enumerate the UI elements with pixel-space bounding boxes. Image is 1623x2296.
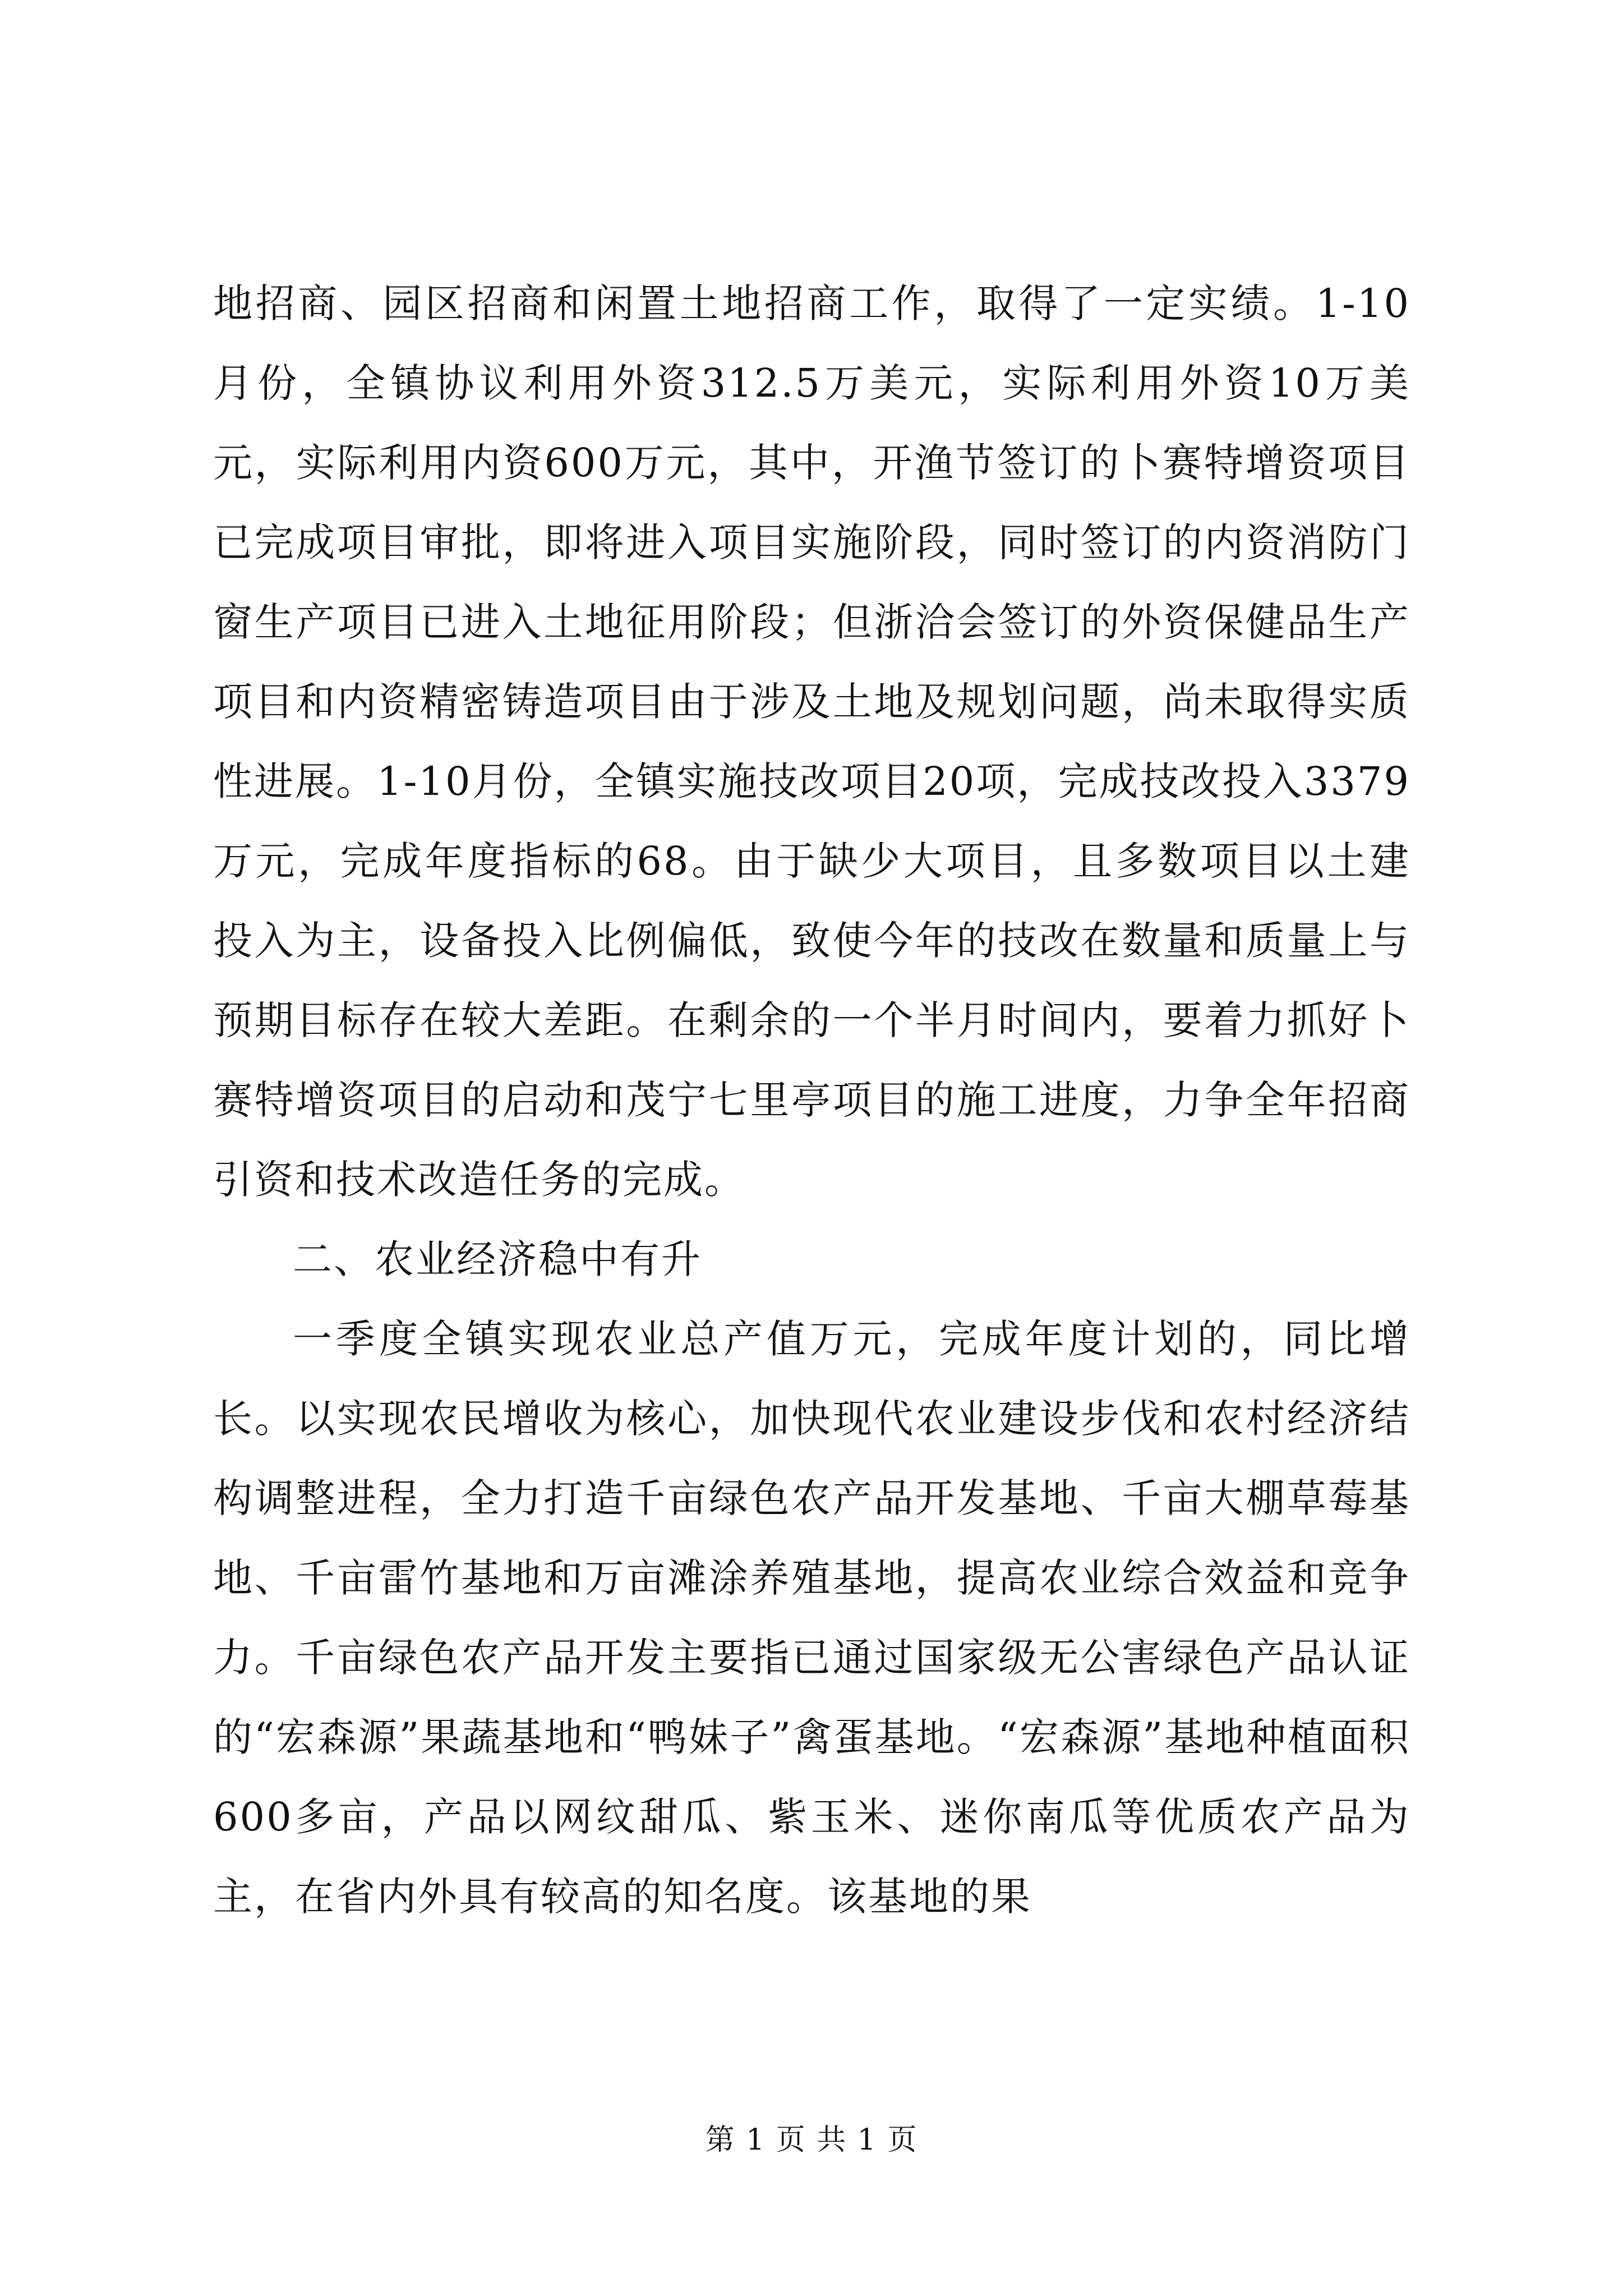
document-body xyxy=(213,264,1410,1936)
paragraph-investment: 地招商、园区招商和闲置土地招商工作，取得了一定实绩。1-10月份，全镇协议利用外资312.5万美元，实际利用外资10万美元，实际利用内资600万元，其中，开渔节签订的卜赛特增资项目已完成项目审批，即将进入项目实施阶段，同时签订的内资消防门窗生产项目已进入土地征用阶段；但浙洽会签订的外资保健品生产项目和内资精密铸造项目由于涉及土地及规划问题，尚未取得实质性进展。1-10月份，全镇实施技改项目20项，完成技改投入3379万元，完成年度指标的68。由于缺少大项目，且多数项目以土建投入为主，设备投入比例偏低，致使今年的技改在数量和质量上与预期目标存在较大差距。在剩余的一个半月时间内，要着力抓好卜赛特增资项目的启动和茂宁七里亭项目的施工进度，力争全年招商引资和技术改造任务的完成。 xyxy=(213,280,1410,1203)
section-heading-agriculture: 二、农业经济稳中有升 xyxy=(293,1236,702,1282)
page-footer: 第 1 页 共 1 页 xyxy=(705,2123,918,2157)
paragraph-agriculture: 一季度全镇实现农业总产值万元，完成年度计划的，同比增长。以实现农民增收为核心，加快现代农业建设步伐和农村经济结构调整进程，全力打造千亩绿色农产品开发基地、千亩大棚草莓基地、千亩雷竹基地和万亩滩涂养殖基地，提高农业综合效益和竞争力。千亩绿色农产品开发主要指已通过国家级无公害绿色产品认证的“宏森源”果蔬基地和“鸭妹子”禽蛋基地。“宏森源”基地种植面积600多亩，产品以网纹甜瓜、紫玉米、迷你南瓜等优质农产品为主，在省内外具有较高的知名度。该基地的果 xyxy=(213,1316,1410,1920)
